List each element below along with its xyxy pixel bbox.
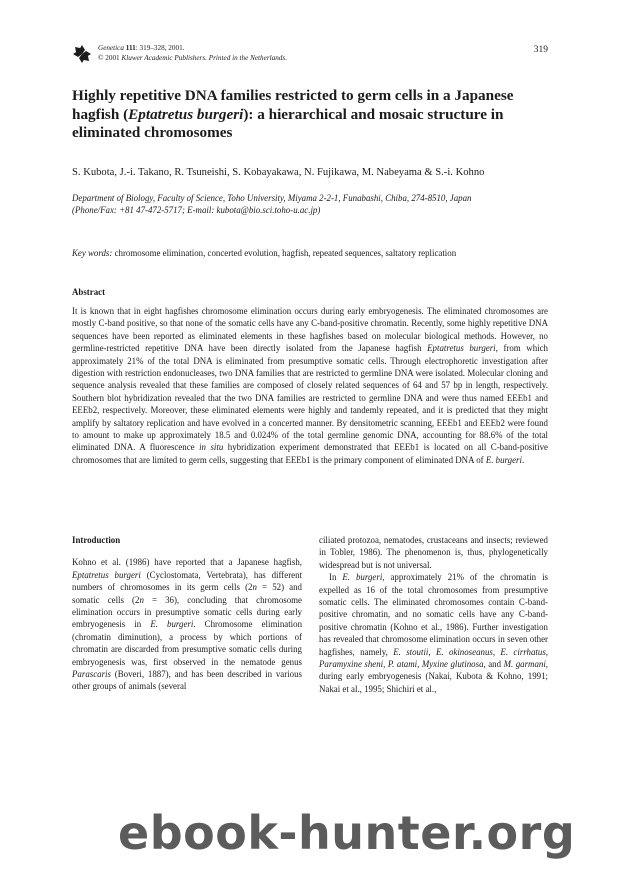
author-list: S. Kubota, J.-i. Takano, R. Tsuneishi, S. Kobayakawa, N. Fujikawa, M. Nabeyama & S.-i. Kohno [72,167,485,178]
intro-paragraph-2: In E. burgeri, approximately 21% of the chromatin is expelled as 16 of the total chromosomes from presumptive somatic cells. The eliminated chromosomes contain C-band-positive chromatin, and no somatic cells have any C-band-positive chromatin (Kohno et al., 1986). Further investigation has revealed that chromosome elimination occurs in seven other hagfishes, namely, E. stoutii, E. okinoseanus, E. cirrhatus, Paramyxine sheni, P. atami, Myxine glutinosa, and M. garmani, during early embryogenesis (Nakai, Kubota & Kohno, 1991; Nakai et al., 1995; Shichiri et al., [319,572,549,694]
intro-paragraph-1-continued: ciliated protozoa, nematodes, crustaceans and insects; reviewed in Tobler, 1986). The phenomenon is, thus, phylogenetically widespread but is not universal. [319,535,548,570]
page-number: 319 [533,45,548,55]
journal-volume: 111 [125,44,136,52]
right-column [319,534,548,695]
watermark: ebook-hunter.org [118,806,576,860]
introduction-heading: Introduction [72,535,121,545]
affiliation [72,193,548,216]
keywords [72,248,548,259]
intro-paragraph-1: Kohno et al. (1986) have reported that a Japanese hagfish, Eptatretus burgeri (Cyclostomata, Vertebrata), has different numbers of chromosomes in its germ cells (2n = 52) and somatic cells (2n = 36), concluding that chromosome elimination occurs in presumptive somatic cells during early embryogenesis in E. burgeri. Chromosome elimination (chromatin diminution), a process by which portions of chromatin are discarded from presumptive somatic cells during embryogenesis was, first observed in the nematode genus Parascaris (Boveri, 1887), and has been described in various other groups of animals (several [72,557,303,692]
journal-pages: : 319–328, 2001. [135,44,185,52]
journal-header [72,44,548,66]
left-column [72,534,302,693]
abstract-heading: Abstract [72,287,106,297]
keywords-text: chromosome elimination, concerted evolution, hagfish, repeated sequences, saltatory replication [112,248,457,258]
copyright: © 2001 [98,53,122,62]
abstract-body: It is known that in eight hagfishes chromosome elimination occurs during early embryogenesis. The eliminated chromosomes are mostly C-band positive, so that none of the somatic cells have any C-band-positive chromatin. Recently, some highly repetitive DNA sequences have been reported as eliminated elements in these hagfishes based on molecular biological methods. However, no germline-restricted repetitive DNA have been directly isolated from the Japanese hagfish Eptatretus burgeri, from which approximately 21% of the total DNA is eliminated from presumptive somatic cells. Through electrophoretic investigation after digestion with restriction endonucleases, two DNA families that are restricted to germline DNA were isolated. Molecular cloning and sequence analysis revealed that these families are composed of closely related sequences of 64 and 57 bp in length, respectively. Southern blot hybridization revealed that the two DNA families are restricted to germline DNA and were thus named EEEb1 and EEEb2, respectively. Moreover, these eliminated elements were highly and tandemly repeated, and it is predicted that they might amplify by saltatory replication and have evolved in a concerted manner. By densitometric scanning, EEEb1 and EEEb2 were found to amount to make up approximately 18.5 and 0.024% of the total germline genomic DNA, accounting for 88.6% of the total eliminated DNA. A fluorescence in situ hybridization experiment demonstrated that EEEb1 is located on all C-band-positive chromosomes that are limited to germ cells, suggesting that EEEb1 is the primary component of eliminated DNA of E. burgeri. [72,306,548,465]
publisher: Kluwer Academic Publishers. Printed in the Netherlands. [121,53,287,62]
affiliation-address: Department of Biology, Faculty of Science, Toho University, Miyama 2-2-1, Funabashi, Chiba, 274-8510, Japan [72,193,472,203]
affiliation-contact: (Phone/Fax: +81 47-472-5717; E-mail: kubota@bio.sci.toho-u.ac.jp) [72,204,321,215]
title-species: Eptatretus burgeri [128,105,244,123]
kluwer-logo-icon [72,44,92,64]
journal-citation [98,44,287,63]
journal-name: Genetica [98,44,124,52]
keywords-label: Key words: [72,248,113,258]
paper-title: Highly repetitive DNA families restricted to germ cells in a Japanese hagfish (Eptatretus burgeri): a hierarchical and mosaic structure in eliminated chromosomes [72,87,514,141]
